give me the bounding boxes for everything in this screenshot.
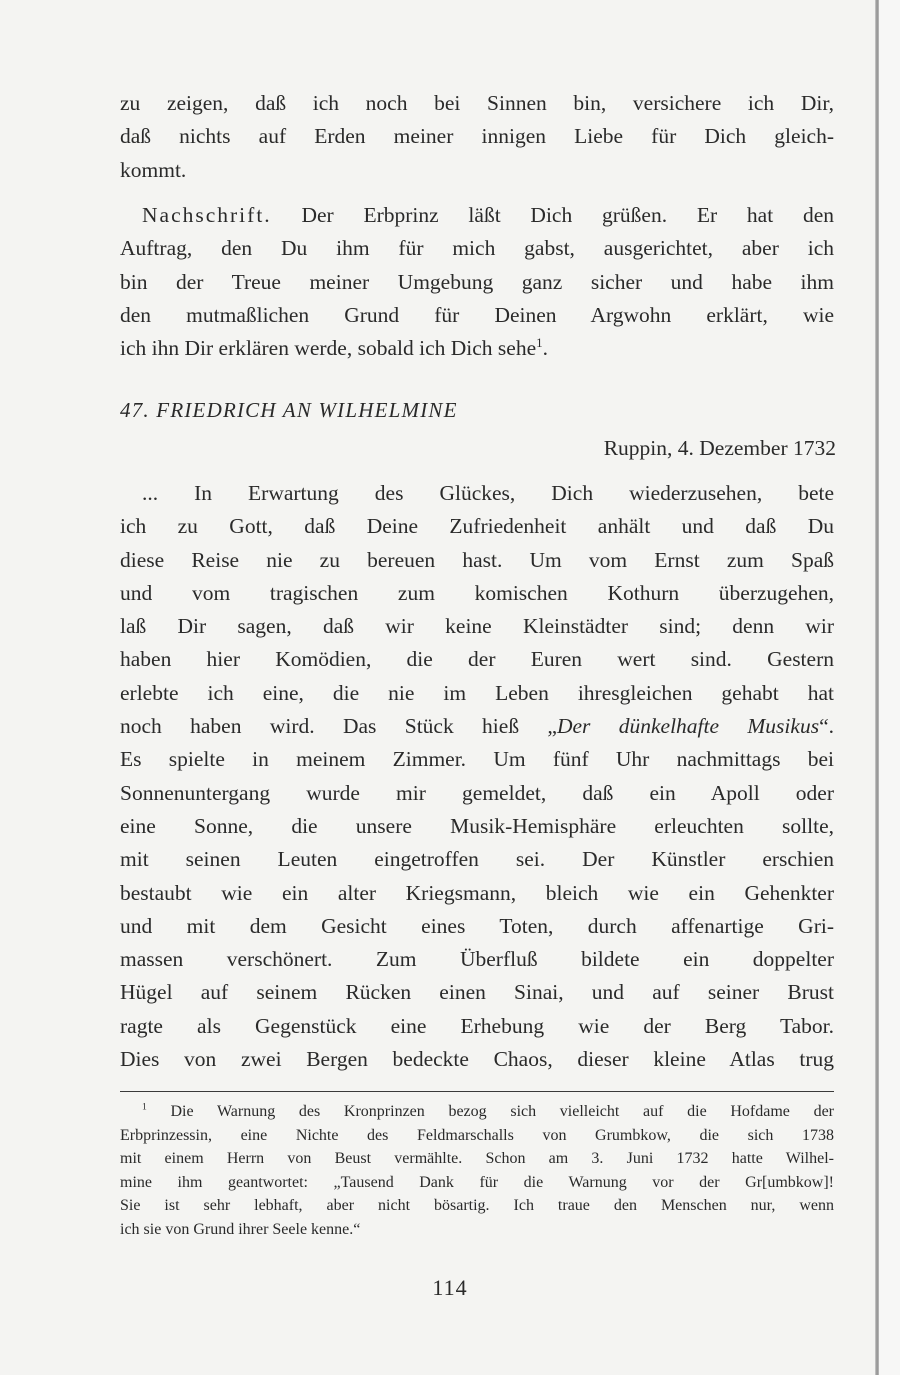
text-line: den mutmaßlichen Grund für Deinen Argwohn erklärt, wie [120,302,834,327]
text-line: zu zeigen, daß ich noch bei Sinnen bin, versichere ich Dir, [120,91,834,115]
text-line: diese Reise nie zu bereuen hast. Um vom Ernst zum Spaß [120,547,834,572]
text-line: massen verschönert. Zum Überfluß bildete ein doppelter [120,947,834,972]
text-line: bestaubt wie ein alter Kriegsmann, bleich wie ein Gehenkter [120,880,834,905]
text-line: bin der Treue meiner Umgebung ganz sicher und habe ihm [120,269,834,294]
text-line: ich sie von Grund ihrer Seele kenne.“ [120,1220,361,1238]
letter-dateline: Ruppin, 4. Dezember 1732 [603,436,836,460]
text-line: Sonnenuntergang wurde mir gemeldet, daß ein Apoll oder [120,780,834,805]
text-line: ragte als Gegenstück eine Erhebung wie der Berg Tabor. [120,1013,834,1038]
text-line [120,1100,834,1124]
text-line [120,332,834,365]
letter-heading: 47. FRIEDRICH AN WILHELMINE [120,398,458,422]
postscript-paragraph [120,199,834,365]
text-line: und mit dem Gesicht eines Toten, durch affenartige Gri- [120,913,834,938]
footnote [120,1100,834,1241]
footnote-divider [120,1091,834,1092]
text-line: Dies von zwei Bergen bedeckte Chaos, dieser kleine Atlas trug [120,1047,834,1072]
text-line: daß nichts auf Erden meiner innigen Liebe für Dich gleich- [120,124,834,149]
footnote-reference[interactable]: 1 [536,336,543,351]
page-number: 114 [432,1275,468,1300]
text-fragment: Die Warnung des Kronprinzen bezog sich vielleicht auf die Hofdame der [146,1103,834,1120]
footnote-marker: 1 [142,1101,147,1113]
text-line [120,710,834,743]
postscript-label: Nachschrift. [142,203,272,227]
text-line: ... In Erwartung des Glückes, Dich wiederzusehen, bete [142,481,834,505]
text-line: und vom tragischen zum komischen Kothurn überzugehen, [120,580,834,605]
paragraph-continuation [120,87,834,187]
text-line: eine Sonne, die unsere Musik-Hemisphäre erleuchten sollte, [120,813,834,838]
play-title: Der dünkelhafte Musikus [556,714,820,739]
text-line [120,199,834,232]
text-fragment: noch haben wird. Das Stück hieß „ [120,714,557,739]
text-fragment: . [542,336,548,361]
text-line: Auftrag, den Du ihm für mich gabst, ausgerichtet, aber ich [120,236,834,261]
letter-body [120,477,834,1076]
text-line: laß Dir sagen, daß wir keine Kleinstädter sind; denn wir [120,614,834,639]
text-line: haben hier Komödien, die der Euren wert sind. Gestern [120,647,834,672]
text-line: ich zu Gott, daß Deine Zufriedenheit anhält und daß Du [120,514,834,539]
text-line: Hügel auf seinem Rücken einen Sinai, und auf seiner Brust [120,980,834,1005]
text-line: kommt. [120,157,187,182]
text-line: mit einem Herrn von Beust vermählte. Schon am 3. Juni 1732 hatte Wilhel- [120,1150,834,1167]
text-line: Erbprinzessin, eine Nichte des Feldmarschalls von Grumbkow, die sich 1738 [120,1126,834,1144]
text-line: erlebte ich eine, die nie im Leben ihresgleichen gehabt hat [120,680,834,705]
text-line: Es spielte in meinem Zimmer. Um fünf Uhr nachmittags bei [120,747,834,772]
page-margin [879,0,900,1375]
text-line: mit seinen Leuten eingetroffen sei. Der Künstler erschien [120,847,834,872]
text-fragment: Der Erbprinz läßt Dich grüßen. Er hat den [271,203,834,227]
text-fragment: “. [819,714,834,739]
text-fragment: ich ihn Dir erklären werde, sobald ich Dich sehe [120,336,537,361]
text-line: mine ihm geantwortet: „Tausend Dank für die Warnung vor der Gr[umbkow]! [120,1173,834,1191]
text-line: Sie ist sehr lebhaft, aber nicht bösartig. Ich traue den Menschen nur, wenn [120,1197,834,1214]
